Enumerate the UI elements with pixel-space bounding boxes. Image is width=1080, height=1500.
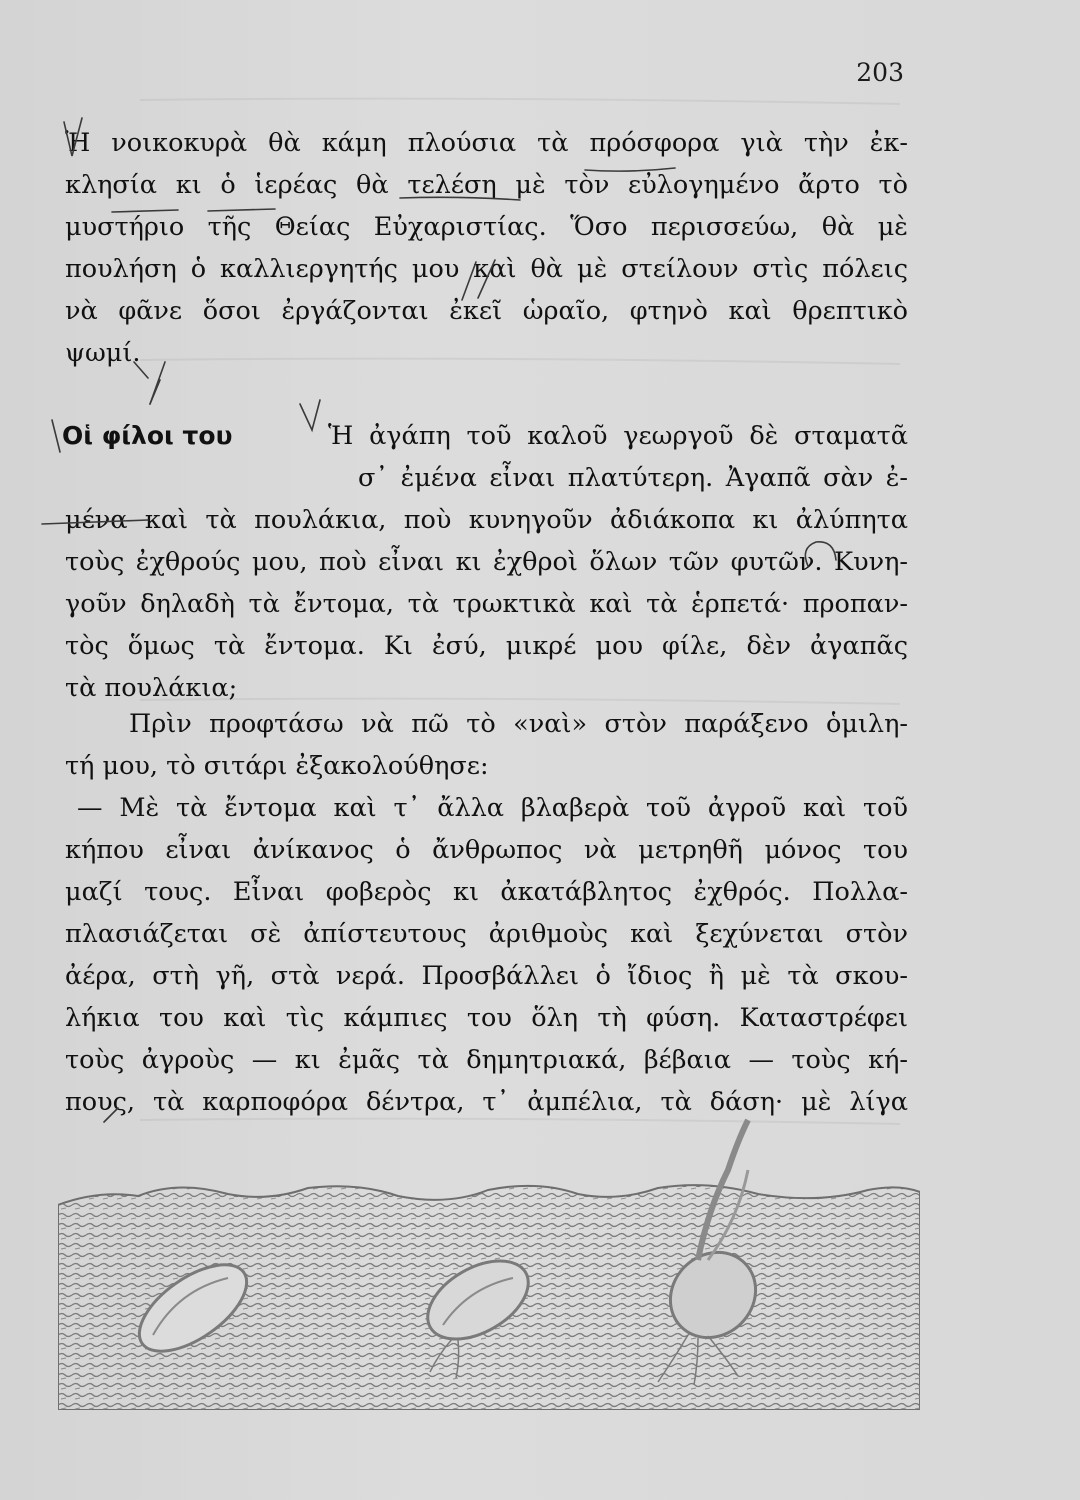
text-line: ἀέρα, στὴ γῆ, στὰ νερά. Προσβάλλει ὁ ἴδιος ἢ μὲ τὰ σκου-	[65, 961, 908, 991]
text-line: Πρὶν προφτάσω νὰ πῶ τὸ «ναὶ» στὸν παράξενο ὁμιλη-	[129, 709, 908, 739]
text-line: γοῦν δηλαδὴ τὰ ἔντομα, τὰ τρωκτικὰ καὶ τὰ ἑρπετά· προπαν-	[65, 589, 908, 619]
paragraph-3	[65, 703, 908, 787]
text-line: τοὺς ἐχθρούς μου, ποὺ εἶναι κι ἐχθροὶ ὅλων τῶν φυτῶν. Κυνη-	[65, 547, 908, 577]
text-line: — Μὲ τὰ ἔντομα καὶ τ᾿ ἄλλα βλαβερὰ τοῦ ἀγροῦ καὶ τοῦ	[77, 793, 908, 823]
text-line: Ἡ ἀγάπη τοῦ καλοῦ γεωργοῦ δὲ σταματᾶ	[328, 421, 908, 451]
paragraph-1	[65, 122, 908, 374]
text-line: μαζί τους. Εἶναι φοβερὸς κι ἀκατάβλητος ἐχθρός. Πολλα-	[65, 877, 908, 907]
text-line: Ἡ νοικοκυρὰ θὰ κάμη πλούσια τὰ πρόσφορα γιὰ τὴν ἐκ-	[65, 128, 908, 158]
text-line: κήπου εἶναι ἀνίκανος ὁ ἄνθρωπος νὰ μετρηθῆ μόνος του	[65, 835, 908, 865]
text-line: πουλήση ὁ καλλιεργητής μου καὶ θὰ μὲ στείλουν στὶς πόλεις	[65, 254, 908, 284]
text-line: κλησία κι ὁ ἱερέας θὰ τελέση μὲ τὸν εὐλογημένο ἄρτο τὸ	[65, 170, 908, 200]
text-line: σ᾿ ἐμένα εἶναι πλατύτερη. Ἀγαπᾶ σὰν ἐ-	[358, 463, 908, 493]
text-line: τοὺς ἀγροὺς — κι ἐμᾶς τὰ δημητριακά, βέβαια — τοὺς κή-	[65, 1045, 908, 1075]
pencil-slash	[150, 380, 160, 404]
pencil-bracket	[52, 420, 60, 452]
paragraph-2-side	[328, 415, 908, 499]
text-line: μένα καὶ τὰ πουλάκια, ποὺ κυνηγοῦν ἀδιάκοπα κι ἀλύπητα	[65, 505, 908, 535]
text-line: τὰ πουλάκια;	[65, 673, 238, 703]
section-heading: Οἱ φίλοι του	[62, 421, 233, 450]
text-line: τή μου, τὸ σιτάρι ἐξακολούθησε:	[65, 751, 489, 781]
page-number: 203	[856, 58, 904, 87]
pencil-bracket	[300, 400, 320, 430]
text-line: πλασιάζεται σὲ ἀπίστευτους ἀριθμοὺς καὶ ξεχύνεται στὸν	[65, 919, 908, 949]
text-line: νὰ φᾶνε ὅσοι ἐργάζονται ἐκεῖ ὡραῖο, φτηνὸ καὶ θρεπτικὸ	[65, 296, 908, 326]
paragraph-2	[65, 499, 908, 709]
text-line: μυστήριο τῆς Θείας Εὐχαριστίας. Ὅσο περισσεύω, θὰ μὲ	[65, 212, 908, 242]
paragraph-4	[65, 787, 908, 1123]
text-line: πους, τὰ καρποφόρα δέντρα, τ᾿ ἀμπέλια, τὰ δάση· μὲ λίγα	[65, 1087, 908, 1117]
text-line: τὸς ὅμως τὰ ἔντομα. Κι ἐσύ, μικρέ μου φίλε, δὲν ἀγαπᾶς	[65, 631, 908, 661]
text-line: ψωμί.	[65, 338, 141, 368]
soil-seeds-illustration	[58, 1110, 920, 1410]
text-line: λήκια του καὶ τὶς κάμπιες του ὅλη τὴ φύση. Καταστρέφει	[65, 1003, 908, 1033]
